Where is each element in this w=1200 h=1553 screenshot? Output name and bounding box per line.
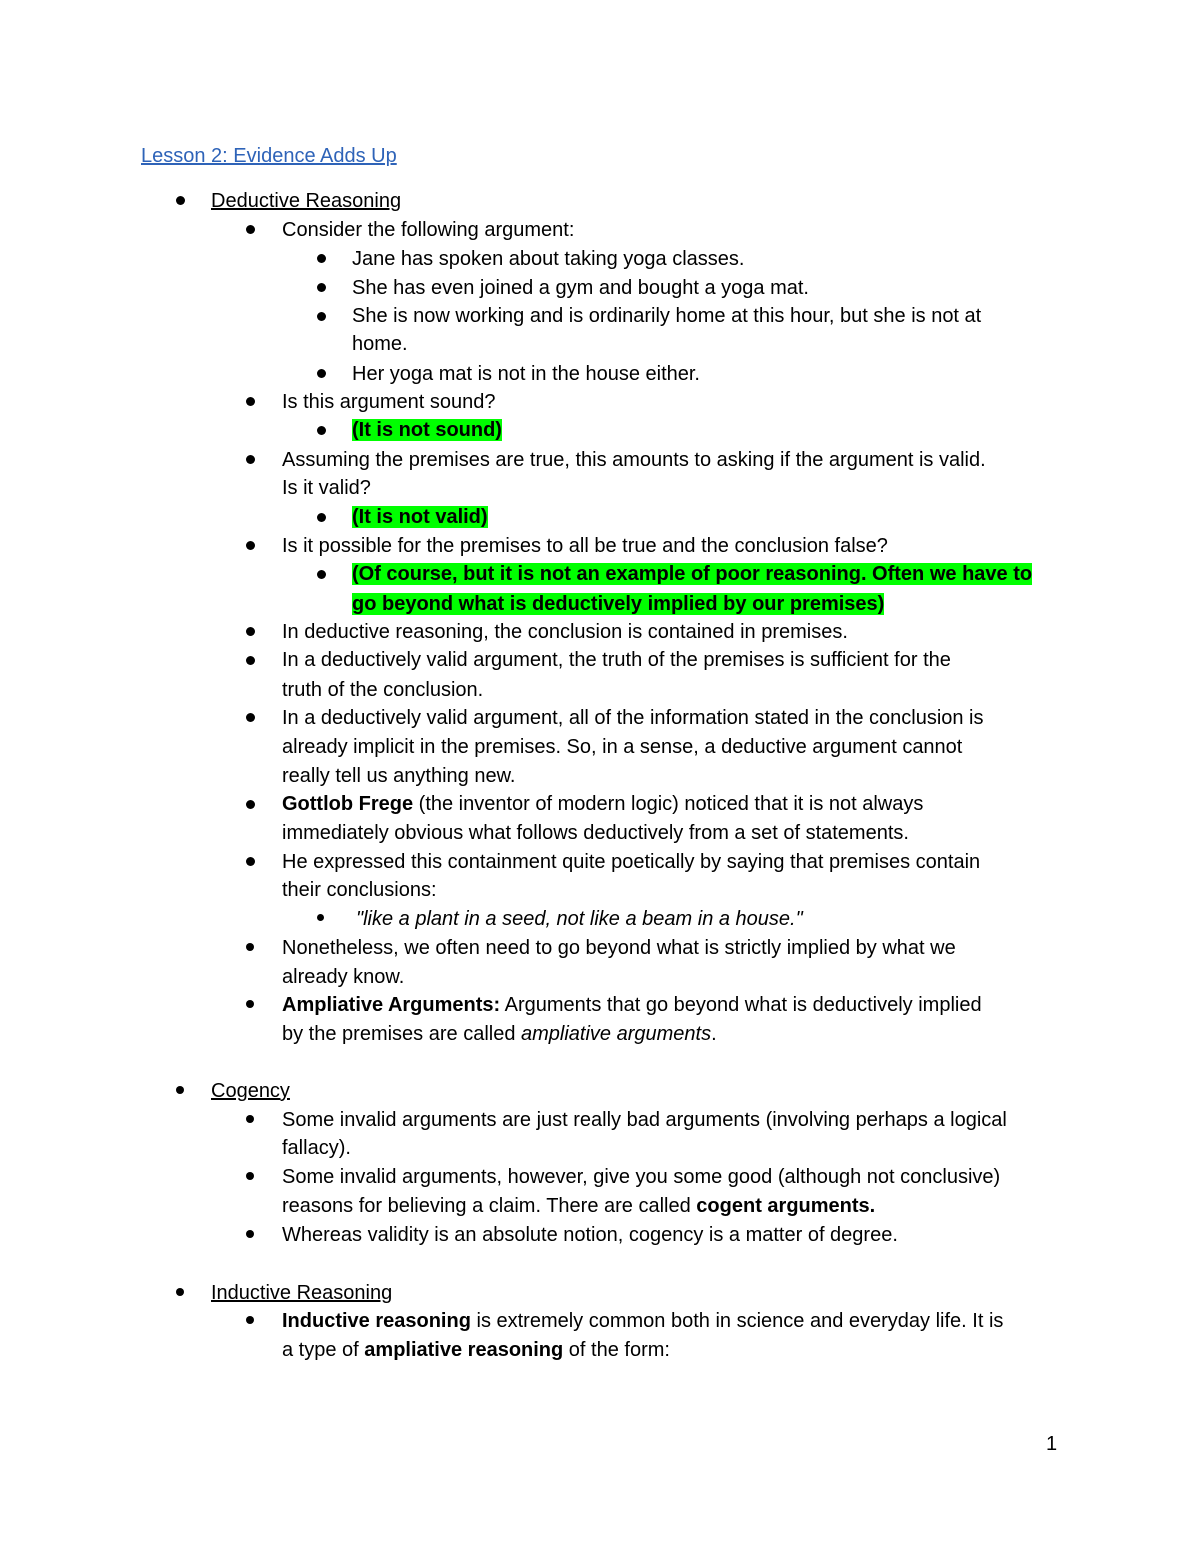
list-item-continuation: truth of the conclusion. — [282, 679, 484, 701]
bullet-icon — [246, 857, 255, 866]
list-item: Assuming the premises are true, this amounts to asking if the argument is valid. — [282, 449, 986, 471]
list-item-continuation: immediately obvious what follows deductively from a set of statements. — [282, 822, 909, 844]
inductive-text: is extremely common both in science and everyday life. It is — [470, 1310, 1004, 1332]
list-item-continuation: fallacy). — [282, 1137, 351, 1159]
bullet-icon — [317, 513, 326, 522]
ampliative-text: Arguments that go beyond what is deductively implied — [500, 994, 982, 1016]
bullet-icon — [246, 455, 255, 464]
bullet-icon — [246, 1316, 254, 1324]
bullet-icon — [246, 713, 255, 722]
bullet-icon — [246, 656, 255, 665]
list-item: Her yoga mat is not in the house either. — [352, 363, 700, 385]
bullet-icon — [246, 1000, 254, 1008]
list-item: She has even joined a gym and bought a yoga mat. — [352, 277, 809, 299]
list-item — [282, 790, 923, 818]
list-item: Some invalid arguments, however, give you some good (although not conclusive) — [282, 1166, 1001, 1188]
bullet-icon — [246, 397, 255, 406]
list-item-continuation — [282, 1020, 717, 1048]
bullet-icon — [317, 426, 326, 435]
bullet-icon — [246, 627, 255, 636]
bullet-icon — [176, 196, 185, 205]
bullet-icon — [246, 1115, 254, 1123]
highlighted-answer — [352, 503, 488, 531]
bullet-icon — [176, 1086, 184, 1094]
list-item: He expressed this containment quite poetically by saying that premises contain — [282, 851, 981, 873]
list-item: Consider the following argument: — [282, 219, 575, 241]
list-item — [282, 991, 982, 1019]
ampliative-text: by the premises are called — [282, 1023, 522, 1045]
list-item: Is it possible for the premises to all be true and the conclusion false? — [282, 535, 888, 557]
bullet-icon — [317, 283, 326, 292]
list-item: Jane has spoken about taking yoga classes. — [352, 248, 745, 270]
bullet-icon — [317, 570, 326, 579]
cogent-term: cogent arguments. — [696, 1195, 876, 1217]
cogent-text: reasons for believing a claim. There are called — [282, 1195, 697, 1217]
highlighted-answer-continuation — [352, 590, 884, 618]
list-item-continuation: Is it valid? — [282, 477, 371, 499]
list-item-continuation — [282, 1336, 670, 1364]
section-heading-inductive: Inductive Reasoning — [211, 1282, 393, 1304]
list-item: Is this argument sound? — [282, 391, 496, 413]
bullet-icon — [317, 254, 326, 263]
list-item-continuation: really tell us anything new. — [282, 765, 516, 787]
inductive-text: a type of — [282, 1339, 365, 1361]
list-item: Nonetheless, we often need to go beyond what is strictly implied by what we — [282, 937, 956, 959]
section-heading-cogency: Cogency — [211, 1080, 290, 1102]
bullet-icon — [246, 225, 255, 234]
inductive-term: Inductive reasoning — [282, 1310, 471, 1332]
bullet-icon — [246, 943, 254, 951]
bullet-icon — [246, 541, 255, 550]
highlighted-answer — [352, 416, 502, 444]
ampliative-term: ampliative arguments — [521, 1023, 712, 1045]
list-item: In a deductively valid argument, the truth of the premises is sufficient for the — [282, 649, 951, 671]
list-item — [282, 1307, 1003, 1335]
bullet-icon — [246, 1230, 254, 1238]
highlight-text: (It is not sound) — [352, 419, 502, 441]
inductive-text: of the form: — [563, 1339, 670, 1361]
list-item: Some invalid arguments are just really bad arguments (involving perhaps a logical — [282, 1109, 1007, 1131]
page-number: 1 — [1046, 1433, 1058, 1455]
section-heading-deductive: Deductive Reasoning — [211, 190, 402, 212]
frege-quote: "like a plant in a seed, not like a beam in a house." — [356, 908, 803, 930]
frege-text: (the inventor of modern logic) noticed that it is not always — [413, 793, 924, 815]
bullet-icon — [246, 1172, 254, 1180]
list-item: In a deductively valid argument, all of the information stated in the conclusion is — [282, 707, 984, 729]
bullet-icon — [246, 800, 255, 809]
bullet-icon — [317, 312, 326, 321]
bullet-icon — [317, 369, 326, 378]
list-item-continuation: home. — [352, 333, 408, 355]
highlight-text: go beyond what is deductively implied by our premises) — [352, 593, 885, 615]
highlighted-answer — [352, 560, 1032, 588]
ampliative-reasoning-term: ampliative reasoning — [364, 1339, 564, 1361]
list-item: In deductive reasoning, the conclusion is contained in premises. — [282, 621, 848, 643]
list-item: She is now working and is ordinarily home at this hour, but she is not at — [352, 305, 982, 327]
highlight-text: (Of course, but it is not an example of poor reasoning. Often we have to — [352, 563, 1033, 585]
ampliative-label: Ampliative Arguments: — [282, 994, 501, 1016]
frege-name: Gottlob Frege — [282, 793, 414, 815]
list-item-continuation: already implicit in the premises. So, in a sense, a deductive argument cannot — [282, 736, 963, 758]
bullet-icon — [176, 1288, 184, 1296]
list-item-continuation — [282, 1192, 875, 1220]
highlight-text: (It is not valid) — [352, 506, 488, 528]
list-item: Whereas validity is an absolute notion, cogency is a matter of degree. — [282, 1224, 898, 1246]
ampliative-period: . — [711, 1023, 717, 1045]
page-title: Lesson 2: Evidence Adds Up — [141, 145, 397, 167]
list-item-continuation: their conclusions: — [282, 879, 437, 901]
bullet-icon — [317, 914, 324, 921]
list-item-continuation: already know. — [282, 966, 405, 988]
